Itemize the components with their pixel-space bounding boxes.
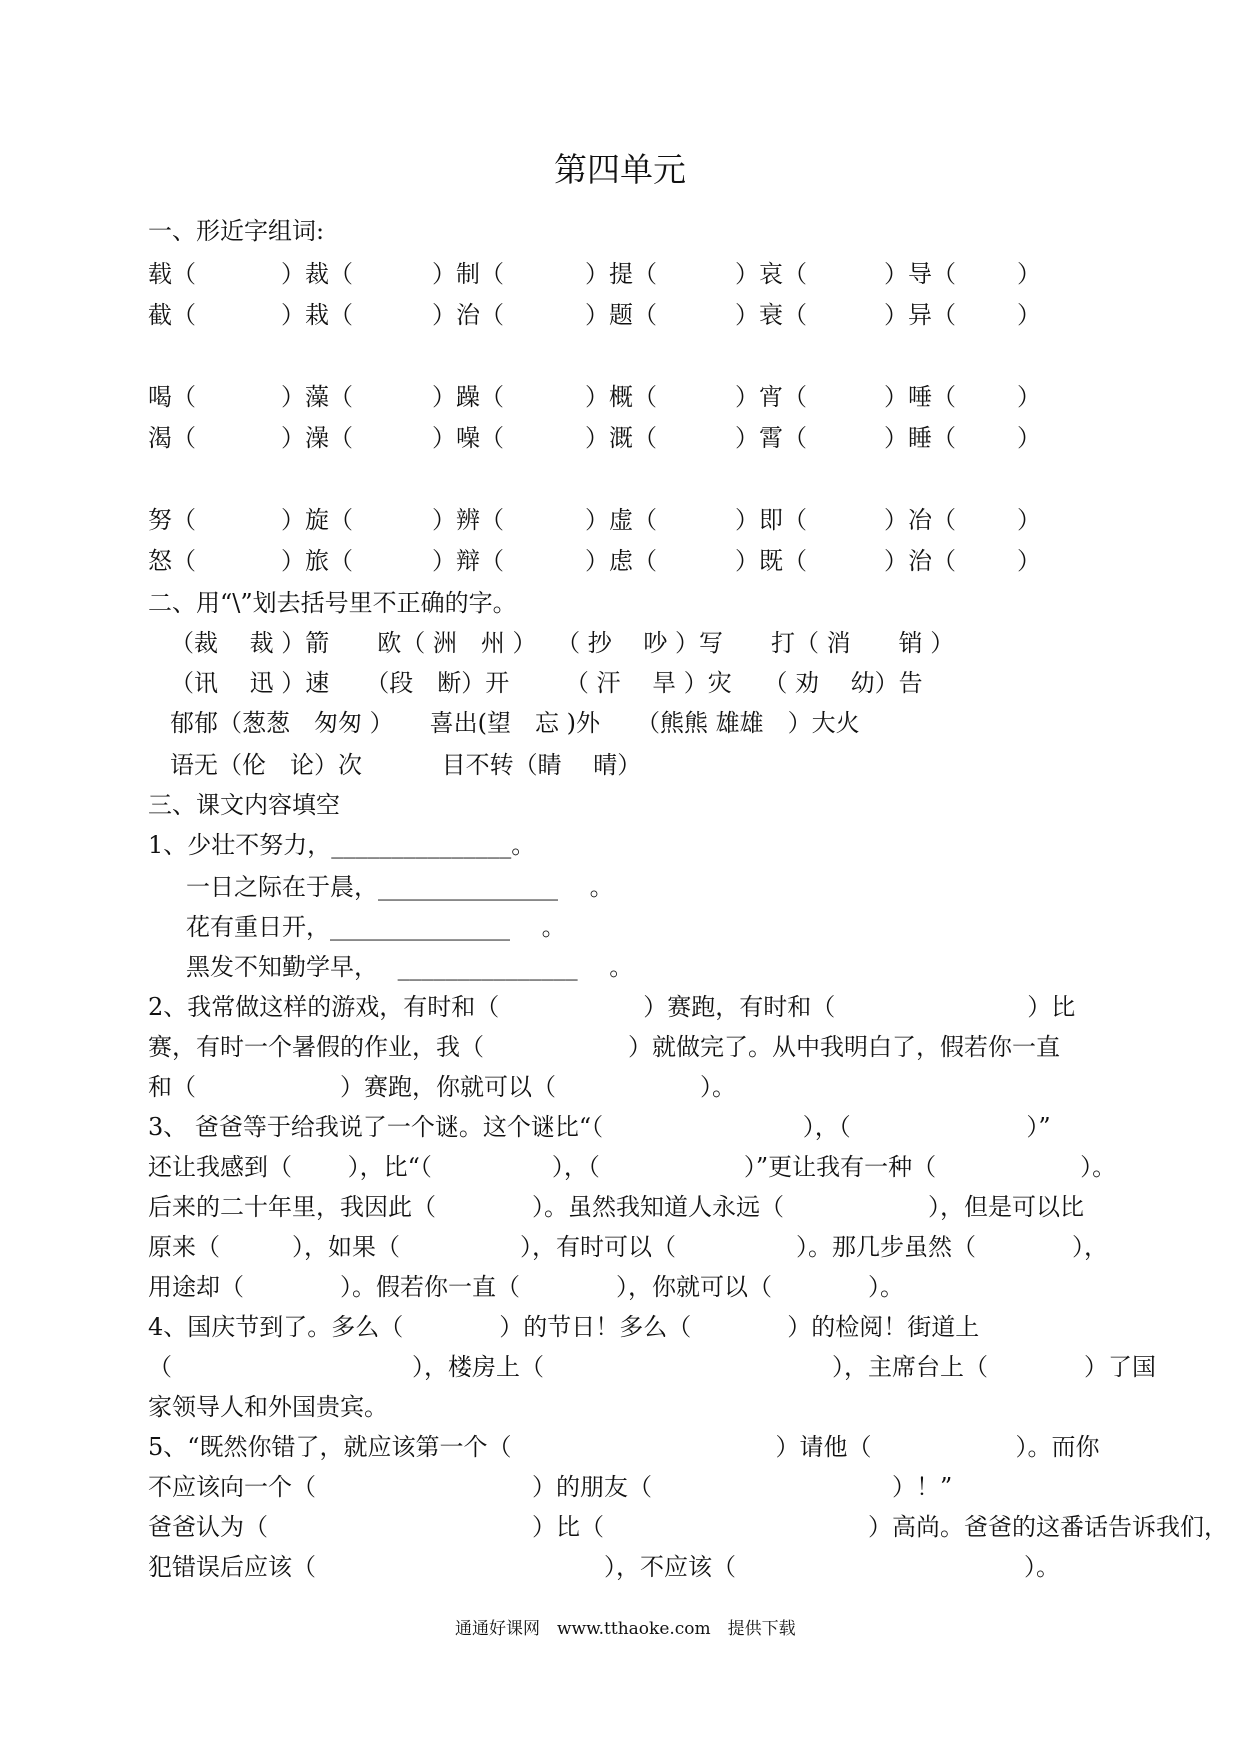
word-pair-cell: 渴（ (148, 424, 196, 452)
section2-heading: 二、用“\”划去括号里不正确的字。 (148, 589, 517, 617)
word-pair-cell: ）衰（ (735, 301, 807, 329)
section3-heading: 三、课文内容填空 (148, 791, 340, 819)
word-pair-cell: ）唾（ (884, 383, 956, 411)
footer-credit: 通通好课网 www.tthaoke.com 提供下载 (455, 1619, 796, 1639)
word-pair-cell: 喝（ (148, 383, 196, 411)
word-pair-cell: ）治（ (432, 301, 504, 329)
word-pair-cell: ）治（ (884, 547, 956, 575)
question-4-line: （ ），楼房上（ ），主席台上（ ）了国 (148, 1353, 1156, 1381)
word-pair-cell: 努（ (148, 506, 196, 534)
word-pair-cell: 截（ (148, 301, 196, 329)
word-pair-cell: ） (1017, 301, 1041, 329)
word-pair-cell: ）躁（ (432, 383, 504, 411)
section2-line: 郁郁（葱葱 匆匆 ） 喜出(望 忘 )外 （熊熊 雄雄 ）大火 (170, 709, 860, 737)
word-pair-cell: ）哀（ (735, 260, 807, 288)
word-pair-cell: ）虑（ (585, 547, 657, 575)
word-pair-cell: ）澡（ (281, 424, 353, 452)
section2-line: 语无（伦 论）次 目不转（睛 晴） (170, 751, 642, 779)
word-pair-cell: 载（ (148, 260, 196, 288)
question-4-line: 家领导人和外国贵宾。 (148, 1393, 388, 1421)
section2-line: （讯 迅 ）速 （段 断）开 （ 汗 旱 ）灾 （ 劝 幼）告 (170, 669, 923, 697)
question-3-line: 还让我感到（ ），比“（ ），（ ）”更让我有一种（ ）。 (148, 1153, 1117, 1181)
word-pair-cell: ）藻（ (281, 383, 353, 411)
word-pair-cell: ）旅（ (281, 547, 353, 575)
poem-line: 一日之际在于晨，_______________ 。 (186, 873, 614, 901)
word-pair-cell: ）题（ (585, 301, 657, 329)
word-pair-cell: ）冶（ (884, 506, 956, 534)
word-pair-cell: ）虚（ (585, 506, 657, 534)
section1-heading: 一、形近字组词: (148, 217, 325, 245)
question-3-line: 3、 爸爸等于给我说了一个谜。这个谜比“（ ），（ ）” (148, 1113, 1051, 1141)
word-pair-cell: ）提（ (585, 260, 657, 288)
question-3-line: 后来的二十年里，我因此（ ）。虽然我知道人永远（ ），但是可以比 (148, 1193, 1084, 1221)
question-5-line: 爸爸认为（ ）比（ ）高尚。爸爸的这番话告诉我们， (148, 1513, 1228, 1541)
word-pair-cell: ）裁（ (281, 260, 353, 288)
word-pair-cell: ） (1017, 424, 1041, 452)
question-2-line: 和（ ）赛跑，你就可以（ ）。 (148, 1073, 736, 1101)
word-pair-cell: ）导（ (884, 260, 956, 288)
word-pair-cell: ）异（ (884, 301, 956, 329)
question-5-line: 犯错误后应该（ ），不应该（ ）。 (148, 1553, 1060, 1581)
word-pair-cell: ）溉（ (585, 424, 657, 452)
page-title: 第四单元 (554, 150, 686, 189)
word-pair-cell: ）噪（ (432, 424, 504, 452)
question-2-line: 2、我常做这样的游戏，有时和（ ）赛跑，有时和（ ）比 (148, 993, 1076, 1021)
question-4-line: 4、国庆节到了。多么（ ）的节日！多么（ ）的检阅！街道上 (148, 1313, 980, 1341)
word-pair-cell: ）制（ (432, 260, 504, 288)
question-3-line: 用途却（ ）。假若你一直（ ），你就可以（ ）。 (148, 1273, 904, 1301)
word-pair-cell: ）即（ (735, 506, 807, 534)
word-pair-cell: ）宵（ (735, 383, 807, 411)
word-pair-cell: ）辨（ (432, 506, 504, 534)
question-5-line: 不应该向一个（ ）的朋友（ ）！” (148, 1473, 953, 1501)
poem-line: 黑发不知勤学早， _______________ 。 (186, 953, 634, 981)
word-pair-cell: ）既（ (735, 547, 807, 575)
poem-line: 1、少壮不努力，_______________。 (148, 831, 536, 859)
word-pair-cell: ）概（ (585, 383, 657, 411)
word-pair-cell: ） (1017, 547, 1041, 575)
word-pair-cell: ）睡（ (884, 424, 956, 452)
word-pair-cell: ）霄（ (735, 424, 807, 452)
word-pair-cell: 怒（ (148, 547, 196, 575)
poem-line: 花有重日开，_______________ 。 (186, 913, 566, 941)
word-pair-cell: ）旋（ (281, 506, 353, 534)
question-3-line: 原来（ ），如果（ ），有时可以（ ）。那几步虽然（ ）， (148, 1233, 1108, 1261)
word-pair-cell: ）辩（ (432, 547, 504, 575)
section2-line: （裁 裁 ）箭 欧（ 洲 州 ） （ 抄 吵 ）写 打（ 消 销 ） (170, 629, 955, 657)
word-pair-cell: ） (1017, 506, 1041, 534)
question-5-line: 5、“既然你错了，就应该第一个（ ）请他（ ）。而你 (148, 1433, 1100, 1461)
word-pair-cell: ）栽（ (281, 301, 353, 329)
word-pair-cell: ） (1017, 383, 1041, 411)
question-2-line: 赛，有时一个暑假的作业，我（ ）就做完了。从中我明白了，假若你一直 (148, 1033, 1060, 1061)
word-pair-cell: ） (1017, 260, 1041, 288)
